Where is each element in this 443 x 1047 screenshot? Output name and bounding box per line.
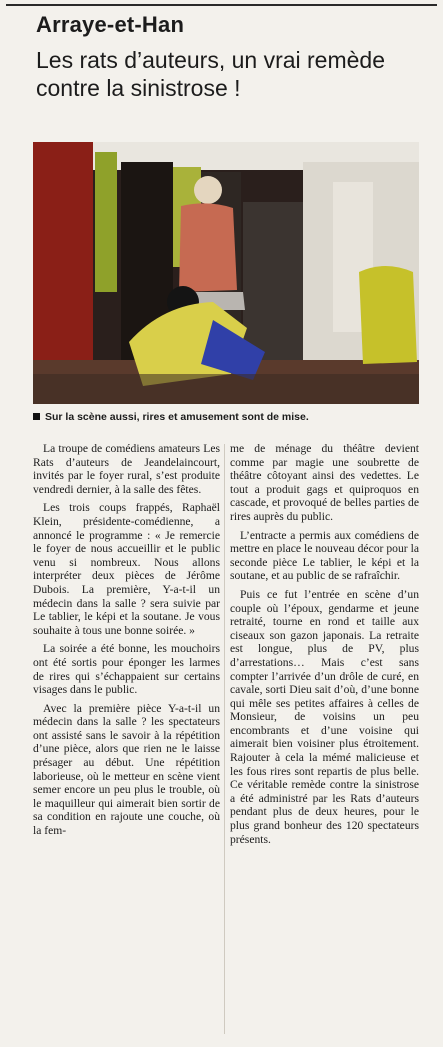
paragraph: me de ménage du théâtre devient comme par magie une soubrette de théâtre côtoyant ainsi des vedettes. Le tout a produit gags et quiproquos en cascade, et provoqué de belles parties de rires auprès du public. xyxy=(230,442,419,523)
paragraph: Puis ce fut l’entrée en scène d’un couple où l’époux, gendarme et jeune retraité, tourne en rond et taille aux ciseaux son gazon japonais. La retraite est longue, plus de PV, plus d’arrestations… Mais c’est sans compter l’arrivée d’un drôle de curé, en cavale, sorti Dieu sait d’où, d’une bonne qui mêle ses petites affaires à celles de Monsieur, de voisins un peu encombrants et d’une voisine qui aimerait bien voisiner plus étroitement. Rajouter à cela la mémé malicieuse et les fous rires sont repartis de plus belle. Ce véritable remède contre la sinistrose a été administré par les Rats d’auteurs pendant plus de deux heures, pour le plus grand bonheur des 120 spectateurs présents. xyxy=(230,587,419,846)
section-title: Arraye-et-Han xyxy=(36,12,185,37)
column-divider xyxy=(224,444,225,1034)
photo-caption xyxy=(33,411,423,423)
paragraph: Les trois coups frappés, Raphaël Klein, présidente-comédienne, a annoncé le programme : « Je remercie le foyer de nous accueillir et le public venu si nombreux. Nous allons interpréter deux pièces de Jérôme Dubois. La première, Y-a-t-il un médecin dans la salle ? sera suivie par Le tablier, le képi et la soutane. Je vous souhaite à tous une bonne soirée. » xyxy=(33,501,220,637)
article-column-left xyxy=(33,442,220,843)
paragraph: Avec la première pièce Y-a-t-il un médecin dans la salle ? les spectateurs ont assisté sans le savoir à la répétition d’une pièce, alors que rien ne le laisse présager au début. Une répétition laborieuse, où le metteur en scène vient semer encore un peu plus le trouble, où le maquilleur qui aimerait bien sortir de sa condition en rajoute une couche, où la fem- xyxy=(33,701,220,838)
article-photo xyxy=(33,142,419,404)
headline: Les rats d’auteurs, un vrai remède contre la sinistrose ! xyxy=(36,47,386,101)
paragraph: La soirée a été bonne, les mouchoirs ont été sortis pour éponger les larmes de rires qui s’échappaient sur certains visages dans le public. xyxy=(33,642,220,697)
article-column-right xyxy=(230,442,419,851)
caption-square-icon xyxy=(33,413,40,420)
caption-text: Sur la scène aussi, rires et amusement sont de mise. xyxy=(45,411,309,423)
paragraph: La troupe de comédiens amateurs Les Rats d’auteurs de Jeandelaincourt, invités par le foyer rural, s’est produite vendredi dernier, à la salle des fêtes. xyxy=(33,442,220,496)
stage-scene-image xyxy=(33,142,419,404)
top-rule xyxy=(6,4,437,6)
paragraph: L’entracte a permis aux comédiens de mettre en place le nouveau décor pour la seconde pièce Le tablier, le képi et la soutane, et au public de se rafraîchir. xyxy=(230,528,419,583)
